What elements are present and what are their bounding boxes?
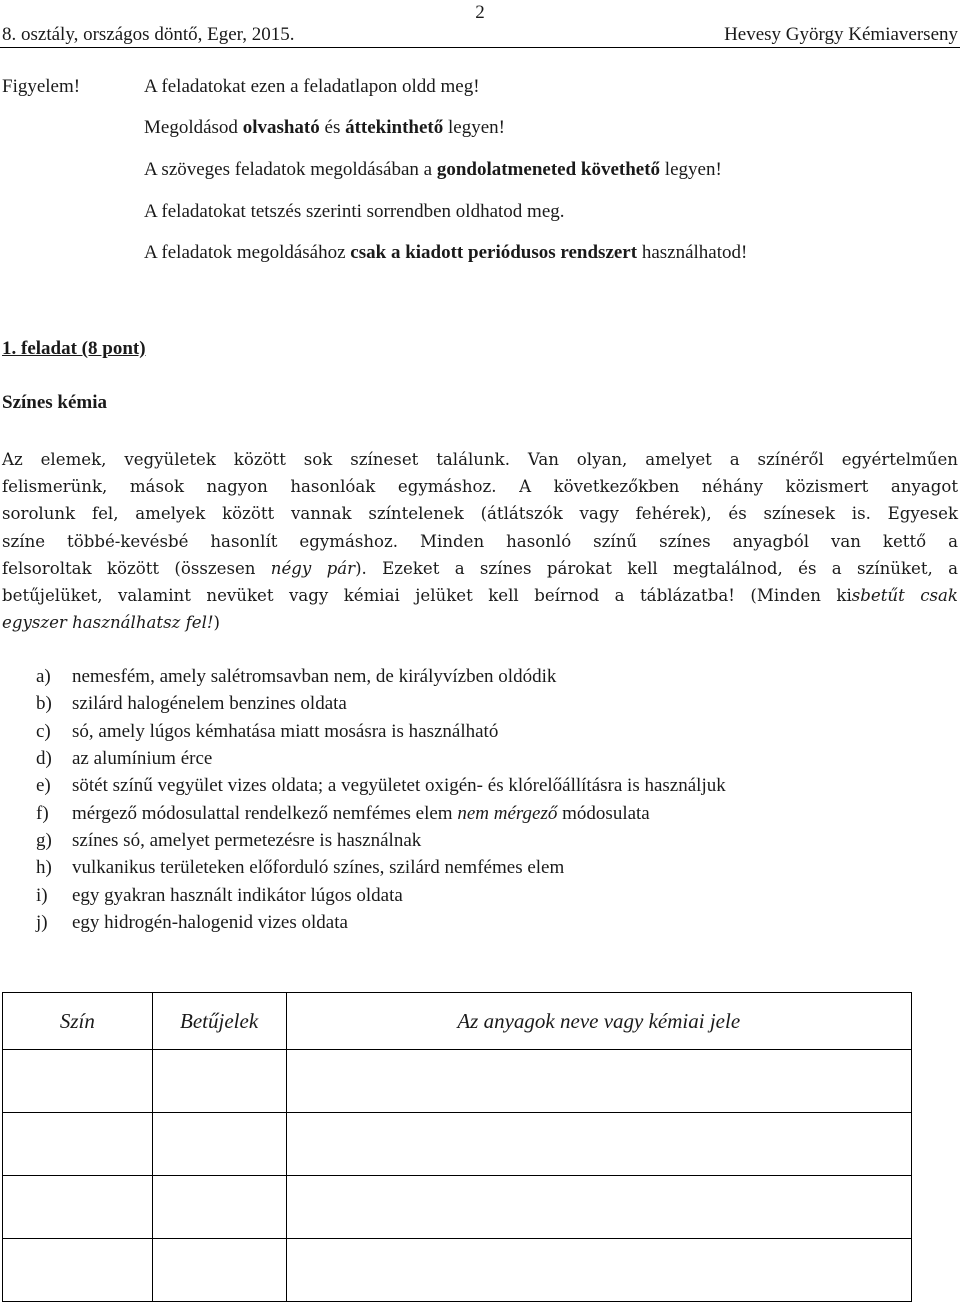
list-item [36,690,726,717]
list-item [36,772,726,799]
answer-table [2,992,912,1302]
answer-cell[interactable] [286,1176,911,1239]
intro-line [2,582,958,609]
item-letter: f) [36,802,49,824]
notice-line-1 [144,76,480,98]
notice-line-5 [144,242,747,264]
item-text: vulkanikus területeken előforduló színes, szilárd nemfémes elem [72,857,565,879]
intro-text: felsoroltak között (összesen [2,558,271,578]
notice-text: A feladatok megoldásához [144,242,351,263]
answer-cell[interactable] [152,1050,286,1113]
notice-text: és [319,117,346,138]
notice-text: A szöveges feladatok megoldásában a [144,159,437,180]
notice-emphasis: olvasható [242,117,320,138]
notice-line-2 [144,117,505,139]
item-text: módosulata [557,802,650,824]
answer-cell[interactable] [286,1113,911,1176]
answer-cell[interactable] [3,1050,153,1113]
notice-emphasis: csak a kiadott periódusos rendszert [350,242,638,263]
task-title: 1. feladat (8 pont) [2,338,146,359]
intro-emphasis: négy pár [270,558,356,578]
item-letter: b) [36,693,52,715]
intro-line [2,555,958,582]
notice-emphasis: gondolatmeneted követhető [436,159,661,180]
header-names: Az anyagok neve vagy kémiai jele [286,993,911,1050]
page-number: 2 [475,2,485,23]
item-letter: d) [36,748,52,770]
answer-cell[interactable] [3,1176,153,1239]
item-text: nemesfém, amely salétromsavban nem, de királyvízben oldódik [72,666,557,687]
intro-line [2,446,958,473]
header-right: Hevesy György Kémiaverseny [724,24,958,45]
notice-text: legyen! [443,117,505,138]
intro-line [2,500,958,527]
item-text: mérgező módosulattal rendelkező nemfémes elem [72,802,458,824]
list-item [36,909,726,936]
intro-text: ) [213,613,221,633]
answer-cell[interactable] [152,1176,286,1239]
list-item [36,827,726,854]
intro-line [2,528,958,555]
substance-list [36,663,726,936]
intro-text: betűjelüket, valamint nevüket vagy kémiai jelüket kell beírnod a táblázatba! (Minden ki [2,585,852,605]
item-letter: i) [36,884,48,906]
intro-text: Az elemek, vegyületek között sok színeset találunk. Van olyan, amelyet a színéről egyértelműen [2,450,958,469]
item-letter: e) [36,775,51,797]
notice-text: legyen! [660,159,722,180]
item-text: sötét színű vegyület vizes oldata; a vegyületet oxigén- és klórelőállításra is használjuk [72,775,726,797]
table-row [3,1239,912,1302]
notice-text: Megoldásod [144,117,243,138]
answer-cell[interactable] [152,1113,286,1176]
table-header-row [3,993,912,1050]
item-text: egy hidrogén-halogenid vizes oldata [72,912,348,934]
header-rule [0,47,960,48]
task-intro [2,446,958,636]
item-text: színes só, amelyet permetezésre is használnak [72,830,422,852]
item-text: az alumínium érce [72,748,213,770]
list-item [36,663,726,690]
table-row [3,1113,912,1176]
header-color: Szín [3,993,153,1050]
table-row [3,1176,912,1239]
item-emphasis: nem mérgező [457,802,558,824]
header-left: 8. osztály, országos döntő, Eger, 2015. [2,24,295,45]
answer-cell[interactable] [286,1050,911,1113]
item-letter: a) [36,666,51,687]
intro-line [2,609,958,636]
notice-text: A feladatokat ezen a feladatlapon oldd meg! [144,76,480,97]
header-letters: Betűjelek [152,993,286,1050]
intro-emphasis: egyszer használhatsz fel! [2,613,214,633]
item-letter: g) [36,830,52,852]
list-item [36,882,726,909]
notice-emphasis: áttekinthető [345,117,444,138]
task-subtitle: Színes kémia [2,392,108,413]
notice-text: használhatod! [637,242,748,263]
item-text: szilárd halogénelem benzines oldata [72,693,347,715]
answer-cell[interactable] [286,1239,911,1302]
item-text: egy gyakran használt indikátor lúgos oldata [72,884,403,906]
notice-text: A feladatokat tetszés szerinti sorrendben oldhatod meg. [144,201,565,222]
answer-cell[interactable] [3,1239,153,1302]
intro-text: sorolunk fel, amelyek között vannak színtelenek (átlátszók vagy fehérek), és színesek is. Egyesek [2,504,958,524]
list-item [36,800,726,827]
intro-text: színe többé-kevésbé hasonlít egymáshoz. Minden hasonló színű színes anyagból van kettő a [2,531,958,551]
answer-cell[interactable] [3,1113,153,1176]
item-letter: j) [36,912,48,934]
intro-text: felismerünk, mások nagyon hasonlóak egymáshoz. A következőkben néhány közismert anyagot [2,477,958,497]
table-row [3,1050,912,1113]
item-letter: h) [36,857,52,879]
intro-line [2,473,958,500]
intro-emphasis: sbetűt csak [851,585,958,605]
list-item [36,718,726,745]
item-letter: c) [36,720,51,742]
item-text: só, amely lúgos kémhatása miatt mosásra is használható [72,720,499,742]
notice-label: Figyelem! [2,76,81,97]
list-item [36,854,726,881]
notice-line-3 [144,159,722,181]
list-item [36,745,726,772]
intro-text: ). Ezeket a színes párokat kell megtalálnod, és a színüket, a [355,558,958,578]
notice-line-4 [144,201,565,223]
answer-cell[interactable] [152,1239,286,1302]
